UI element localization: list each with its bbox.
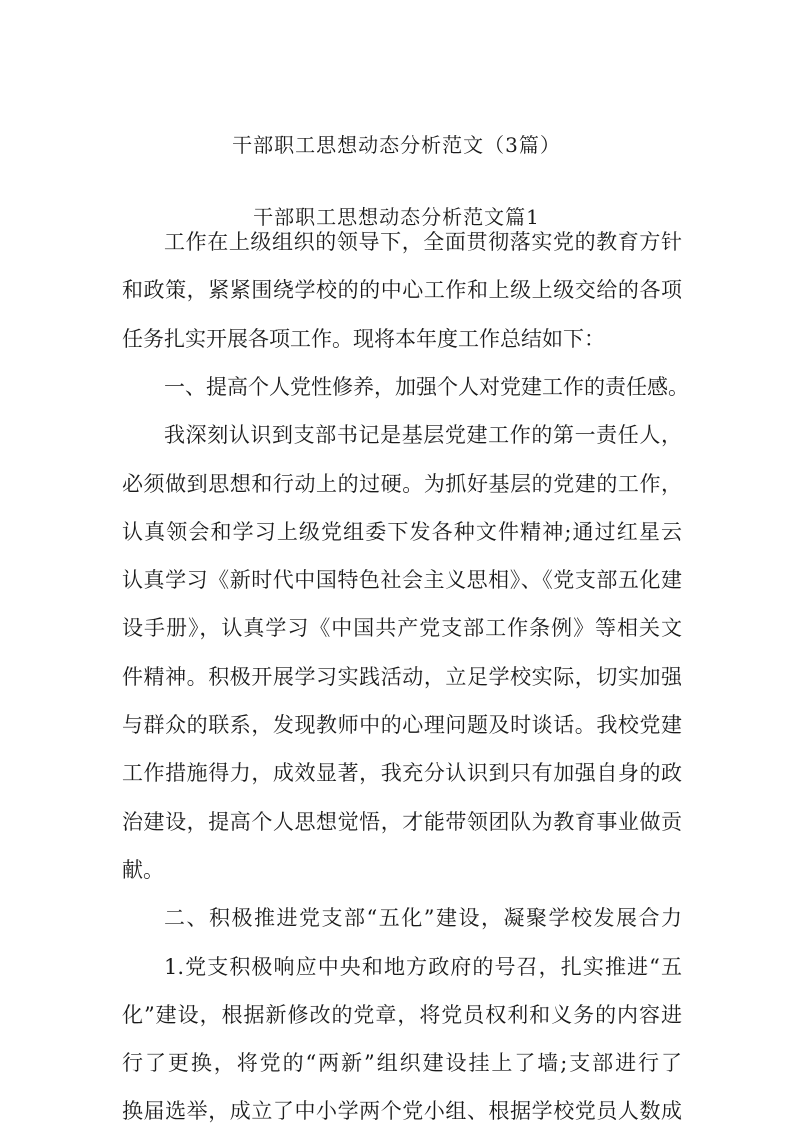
body-line: 认真学习《新时代中国特色社会主义思相》、《党支部五化建	[122, 568, 682, 592]
body-line: 与群众的联系，发现教师中的心理问题及时谈话。我校党建	[122, 713, 682, 737]
body-line: 必须做到思想和行动上的过硬。为抓好基层的党建的工作，	[122, 472, 682, 496]
body-line: 二、积极推进党支部“五化”建设，凝聚学校发展合力	[164, 906, 682, 930]
body-line: 任务扎实开展各项工作。现将本年度工作总结如下：	[122, 327, 605, 351]
body-line: 一、提高个人党性修养，加强个人对党建工作的责任感。	[164, 375, 689, 399]
body-line: 工作措施得力，成效显著，我充分认识到只有加强自身的政	[122, 761, 682, 785]
body-line: 我深刻认识到支部书记是基层党建工作的第一责任人，	[164, 423, 682, 447]
body-line: 献。	[122, 858, 164, 882]
body-line: 换届选举，成立了中小学两个党小组、根据学校党员人数成	[122, 1099, 682, 1123]
section-heading: 干部职工思想动态分析范文篇1	[253, 205, 540, 229]
body-line: 治建设，提高个人思想觉悟，才能带领团队为教育事业做贡	[122, 810, 682, 834]
body-line: 设手册》，认真学习《中国共产党支部工作条例》等相关文	[122, 616, 682, 640]
body-line: 工作在上级组织的领导下，全面贯彻落实党的教育方针	[164, 230, 682, 254]
body-line: 1.党支积极响应中央和地方政府的号召，扎实推进“五	[164, 955, 682, 979]
body-line: 化”建设，根据新修改的党章，将党员权利和义务的内容进	[122, 1003, 682, 1027]
document-title: 干部职工思想动态分析范文（3篇）	[232, 133, 561, 157]
body-line: 和政策，紧紧围绕学校的的中心工作和上级上级交给的各项	[122, 278, 682, 302]
body-line: 行了更换，将党的“两新”组织建设挂上了墙;支部进行了	[122, 1051, 682, 1075]
body-line: 件精神。积极开展学习实践活动，立足学校实际，切实加强	[122, 665, 682, 689]
body-line: 认真领会和学习上级党组委下发各种文件精神;通过红星云	[122, 520, 682, 544]
